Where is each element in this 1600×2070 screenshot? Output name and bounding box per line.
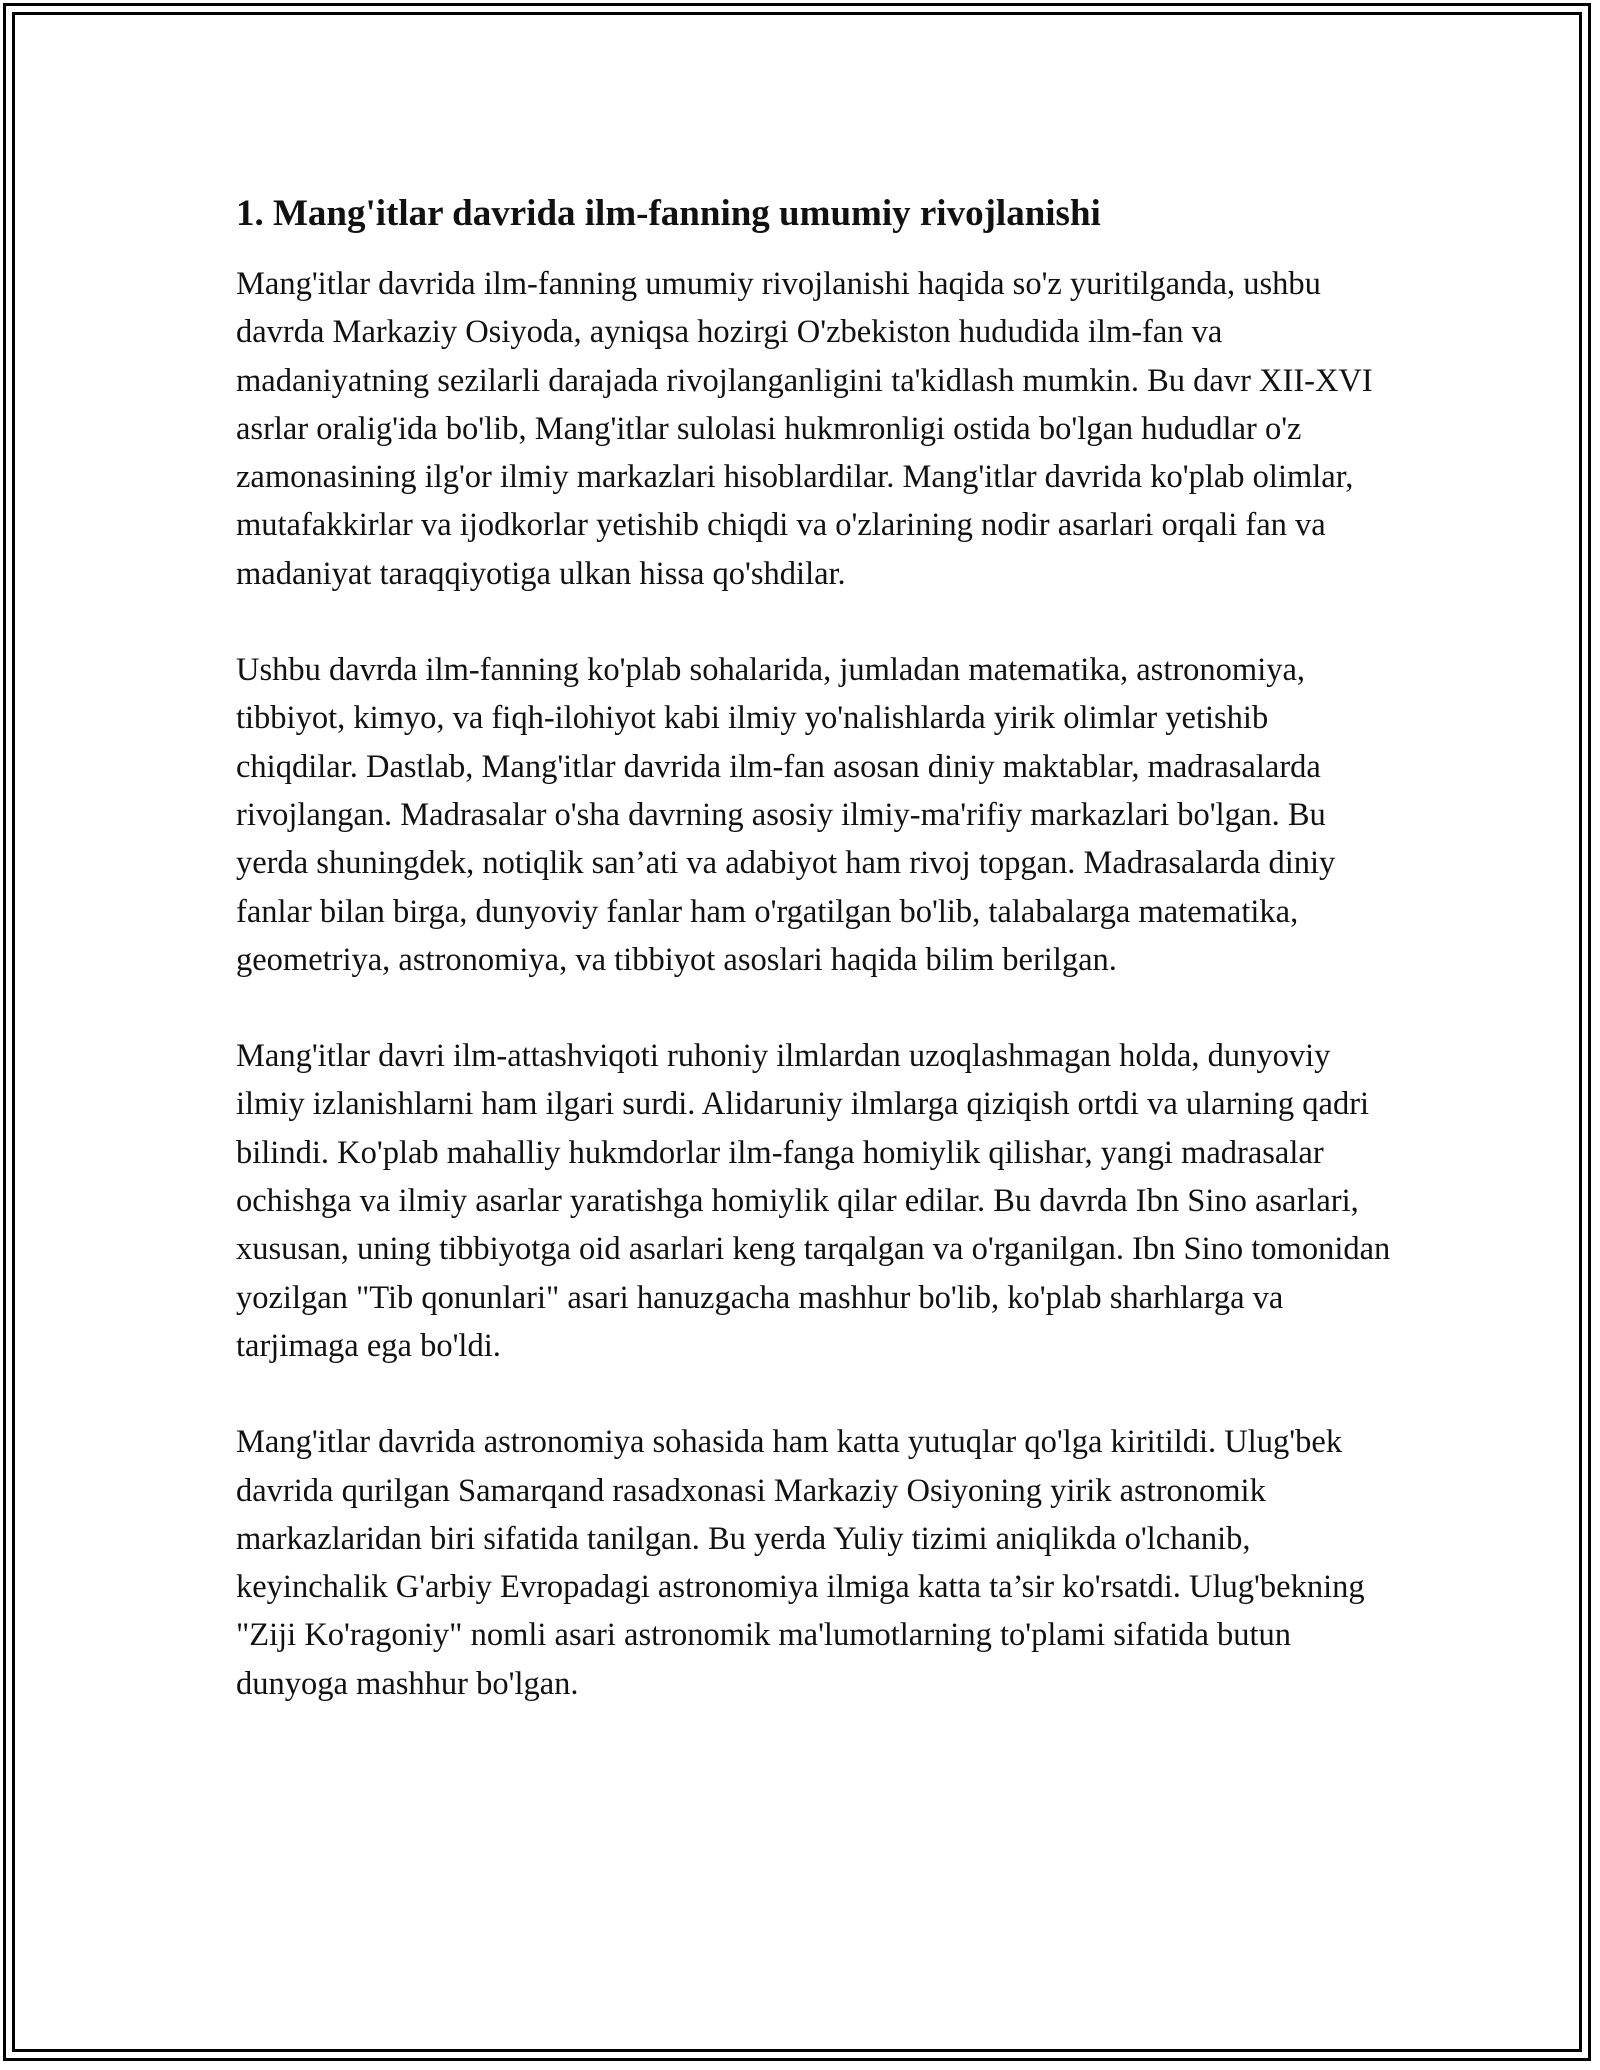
paragraph-1: Mang'itlar davrida ilm-fanning umumiy rivojlanishi haqida so'z yuritilganda, ushbu davrda Markaziy Osiyoda, ayniqsa hozirgi O'zbekiston hududida ilm-fan va madaniyatning sezilarli darajada rivojlanganligini ta'kidlash mumkin. Bu davr XII-XVI asrlar oralig'ida bo'lib, Mang'itlar sulolasi hukmronligi ostida bo'lgan hududlar o'z zamonasining ilg'or ilmiy markazlari hisoblardilar. Mang'itlar davrida ko'plab olimlar, mutafakkirlar va ijodkorlar yetishib chiqdi va o'zlarining nodir asarlari orqali fan va madaniyat taraqqiyotiga ulkan hissa qo'shdilar. [236, 266, 1373, 592]
paragraph-2: Ushbu davrda ilm-fanning ko'plab sohalarida, jumladan matematika, astronomiya, tibbiyot, kimyo, va fiqh-ilohiyot kabi ilmiy yo'nalishlarda yirik olimlar yetishib chiqdilar. Dastlab, Mang'itlar davrida ilm-fan asosan diniy maktablar, madrasalarda rivojlangan. Madrasalar o'sha davrning asosiy ilmiy-ma'rifiy markazlari bo'lgan. Bu yerda shuningdek, notiqlik san’ati va adabiyot ham rivoj topgan. Madrasalarda diniy fanlar bilan birga, dunyoviy fanlar ham o'rgatilgan bo'lib, talabalarga matematika, geometriya, astronomiya, va tibbiyot asoslari haqida bilim berilgan. [236, 652, 1336, 978]
document-body [236, 188, 1396, 1756]
paragraph-4: Mang'itlar davrida astronomiya sohasida ham katta yutuqlar qo'lga kiritildi. Ulug'bek davrida qurilgan Samarqand rasadxonasi Markaziy Osiyoning yirik astronomik markazlaridan biri sifatida tanilgan. Bu yerda Yuliy tizimi aniqlikda o'lchanib, keyinchalik G'arbiy Evropadagi astronomiya ilmiga katta ta’sir ko'rsatdi. Ulug'bekning "Ziji Ko'ragoniy" nomli asari astronomik ma'lumotlarning to'plami sifatida butun dunyoga mashhur bo'lgan. [236, 1424, 1365, 1702]
paragraph-3: Mang'itlar davri ilm-attashviqoti ruhoniy ilmlardan uzoqlashmagan holda, dunyoviy ilmiy izlanishlarni ham ilgari surdi. Alidaruniy ilmlarga qiziqish ortdi va ularning qadri bilindi. Ko'plab mahalliy hukmdorlar ilm-fanga homiylik qilishar, yangi madrasalar ochishga va ilmiy asarlar yaratishga homiylik qilar edilar. Bu davrda Ibn Sino asarlari, xususan, uning tibbiyotga oid asarlari keng tarqalgan va o'rganilgan. Ibn Sino tomonidan yozilgan "Tib qonunlari" asari hanuzgacha mashhur bo'lib, ko'plab sharhlarga va tarjimaga ega bo'ldi. [236, 1038, 1391, 1364]
section-heading: 1. Mang'itlar davrida ilm-fanning umumiy rivojlanishi [236, 193, 1101, 234]
